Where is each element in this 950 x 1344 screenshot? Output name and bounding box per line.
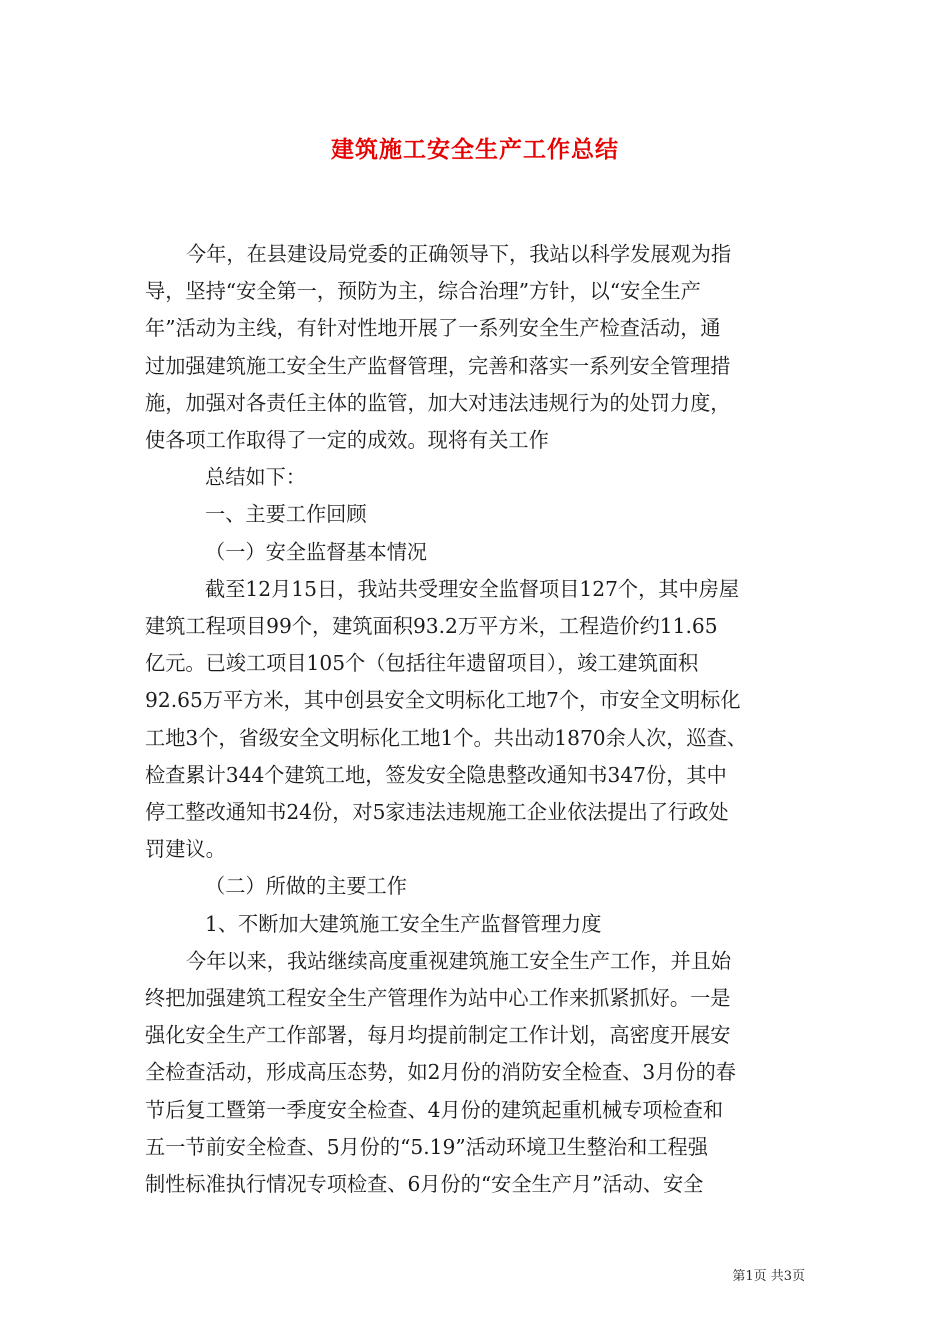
subsection-heading: （二）所做的主要工作	[205, 874, 407, 899]
body-line: 强化安全生产工作部署，每月均提前制定工作计划，高密度开展安	[145, 1023, 731, 1048]
subsection-heading: （一）安全监督基本情况	[205, 539, 428, 564]
body-line: 节后复工暨第一季度安全检查、4月份的建筑起重机械专项检查和	[145, 1097, 724, 1122]
item-heading: 1、不断加大建筑施工安全生产监督管理力度	[205, 911, 602, 936]
body-line: 使各项工作取得了一定的成效。现将有关工作	[145, 428, 549, 453]
body-line: 工地3个，省级安全文明标化工地1个。共出动1870余人次，巡查、	[145, 725, 747, 750]
body-line: 截至12月15日，我站共受理安全监督项目127个，其中房屋	[205, 576, 740, 601]
document-body	[145, 236, 810, 1203]
body-line: 五一节前安全检查、5月份的“5.19”活动环境卫生整治和工程强	[145, 1134, 708, 1159]
body-line: 罚建议。	[145, 837, 226, 862]
body-line: 总结如下：	[205, 465, 306, 490]
body-line: 今年以来，我站继续高度重视建筑施工安全生产工作，并且始	[186, 948, 732, 973]
body-line: 建筑工程项目99个，建筑面积93.2万平方米，工程造价约11.65	[145, 614, 718, 639]
body-line: 停工整改通知书24份，对5家违法违规施工企业依法提出了行政处	[145, 800, 729, 825]
body-line: 过加强建筑施工安全生产监督管理，完善和落实一系列安全管理措	[145, 353, 731, 378]
body-line: 施，加强对各责任主体的监管，加大对违法违规行为的处罚力度，	[145, 390, 731, 415]
body-line: 92.65万平方米，其中创县安全文明标化工地7个，市安全文明标化	[145, 688, 741, 713]
page-number: 第1页 共3页	[732, 1269, 805, 1284]
body-line: 导，坚持“安全第一，预防为主，综合治理”方针，以“安全生产	[145, 279, 701, 304]
section-heading: 一、主要工作回顾	[205, 502, 367, 527]
body-line: 年”活动为主线，有针对性地开展了一系列安全生产检查活动，通	[145, 316, 721, 341]
body-line: 制性标准执行情况专项检查、6月份的“安全生产月”活动、安全	[145, 1172, 704, 1197]
body-line: 终把加强建筑工程安全生产管理作为站中心工作来抓紧抓好。一是	[145, 986, 731, 1011]
body-line: 今年，在县建设局党委的正确领导下，我站以科学发展观为指	[186, 242, 732, 266]
document-title: 建筑施工安全生产工作总结	[331, 136, 619, 163]
body-line: 亿元。已竣工项目105个（包括往年遗留项目），竣工建筑面积	[145, 651, 699, 676]
body-line: 检查累计344个建筑工地，签发安全隐患整改通知书347份，其中	[145, 762, 727, 787]
body-line: 全检查活动，形成高压态势，如2月份的消防安全检查、3月份的春	[145, 1060, 736, 1085]
